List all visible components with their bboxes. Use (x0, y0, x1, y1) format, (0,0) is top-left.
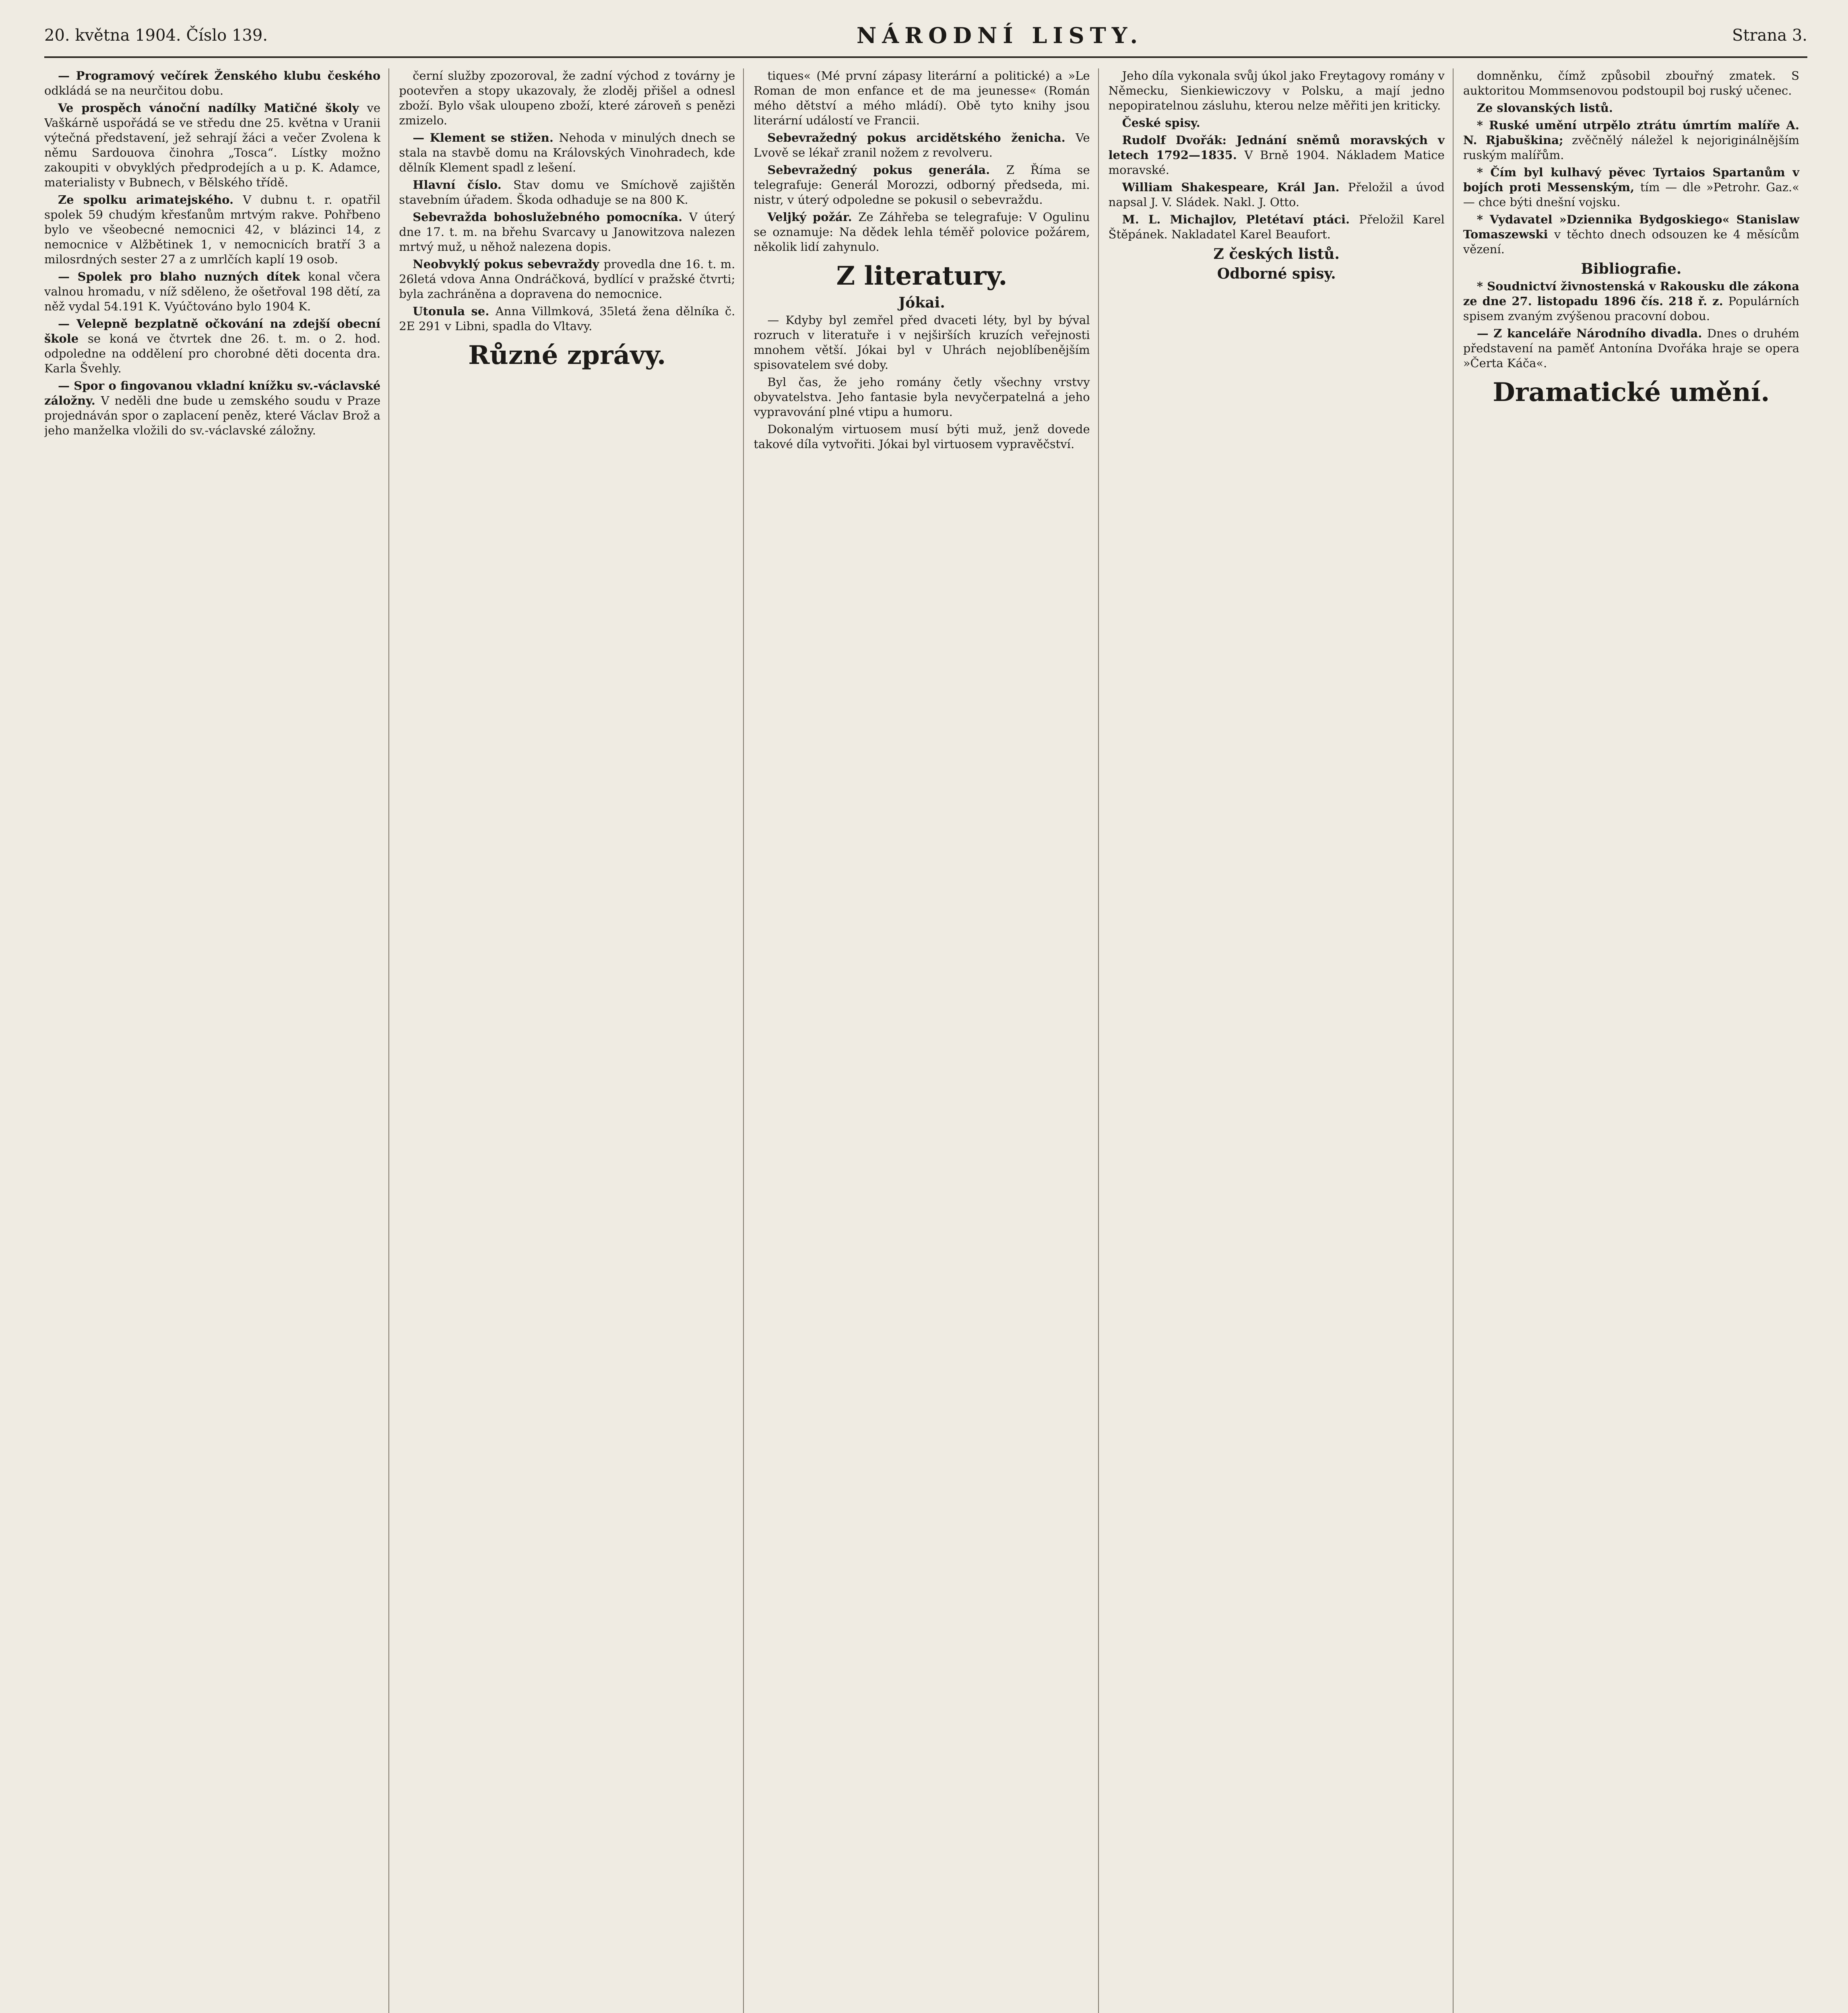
article-paragraph (1463, 101, 1799, 116)
section-title-literatura: Z literatury. (836, 261, 1008, 291)
article-body: ve Vaškárně uspořádá se ve středu dne 25. května v Uranii výtečná představení, jež sehrají žáci a večer Zvolena k němu Sardouova činohra „Tosca“. Lístky možno zakoupiti v obvyklých předprodejích a u p. K. Adamce, materialisty v Bubnech, v Bělského třídě. (44, 101, 381, 189)
article-title: — Velepně bezplatně očkování na zdejší obecní škole (44, 317, 381, 345)
article-body: V dubnu t. r. opatřil spolek 59 chudým křesťanům mrtvým rakve. Pohřbeno bylo ve všeobecné nemocnici 42, v blázinci 14, z nemocnice v Alžbětinek 1, v nemocnicích bratří 3 a milosrdných sester 27 a z umrlčích kaplí 19 osob. (44, 193, 381, 266)
article-title: České spisy. (1122, 116, 1200, 130)
article-body: V úterý dne 17. t. m. na břehu Svarcavy u Janowitzova nalezen mrtvý muž, u něhož nalezena dopis. (399, 210, 735, 254)
article-body: V Brně 1904. Nákladem Matice moravské. (1108, 148, 1445, 177)
subsection-odborne: Odborné spisy. (1217, 265, 1336, 282)
article-list (1463, 279, 1799, 371)
page-number: Strana 3. (1732, 26, 1807, 45)
article-paragraph (44, 192, 380, 267)
article-paragraph (1463, 212, 1799, 257)
article-title: Utonula se. (413, 304, 496, 318)
article-body: Populárních spisem zvaným zvýšenou pracovní dobou. (1463, 294, 1800, 323)
article-list (1463, 68, 1799, 257)
article-body: Byl čas, že jeho romány četly všechny vrstvy obyvatelstva. Jeho fantasie byla nevyčerpatelná a jeho vypravování plné vtipu a humoru. (754, 375, 1090, 419)
article-body: tiques« (Mé první zápasy literární a politické) a »Le Roman de mon enfance et de ma jeunesse« (Román mého dětství a mého mládí). Obě tyto knihy jsou literární událostí ve Francii. (754, 69, 1090, 127)
article-title: Ve prospěch vánoční nadílky Matičné školy (58, 101, 367, 115)
article-title: M. L. Michajlov, Pletétaví ptáci. (1122, 213, 1359, 226)
article-body: provedla dne 16. t. m. 26letá vdova Anna Ondráčková, bydlící v pražské čtvrti; byla zachráněna a dopravena do nemocnice. (399, 257, 735, 301)
header-rule (44, 56, 1807, 58)
article-paragraph (754, 210, 1090, 254)
article-body: Dnes o druhém představení na paměť Antonína Dvořáka hraje se opera »Čerta Káča«. (1463, 327, 1800, 370)
article-title: — Programový večírek Ženského klubu českého (58, 69, 381, 83)
article-title: Hlavní číslo. (413, 178, 514, 192)
article-body: Anna Villmková, 35letá žena dělníka č. 2E 291 v Libni, spadla do Vltavy. (399, 304, 735, 333)
article-body: Stav domu ve Smíchově zajištěn stavebním úřadem. Škoda odhaduje se na 800 K. (399, 178, 735, 207)
article-body: tím — dle »Petrohr. Gaz.« — chce býti dnešní vojsku. (1463, 180, 1800, 209)
article-body: Z Říma se telegrafuje: Generál Morozzi, odborný předseda, mi. nistr, v úterý odpoledne se pokusil o sebevraždu. (754, 163, 1090, 207)
article-paragraph (1463, 118, 1799, 163)
article-body: černí služby zpozoroval, že zadní východ z továrny je pootevřen a stopy ukazovaly, že zloděj přišel a odnesl zboží. Bylo však uloupeno zboží, které zároveň s penězi zmizelo. (399, 69, 735, 127)
subsection-jokai: Jókai. (898, 294, 945, 311)
article-paragraph (399, 68, 735, 128)
text-columns (44, 68, 1807, 2013)
subsection-ceske-listy: Z českých listů. (1213, 246, 1340, 262)
column-2 (399, 68, 744, 2013)
article-body: Dokonalým virtuosem musí býti muž, jenž dovede takové díla vytvořiti. Jókai byl virtuosem vypravěčství. (754, 422, 1090, 451)
section-title-drama: Dramatické umění. (1493, 377, 1770, 407)
article-paragraph (399, 210, 735, 254)
article-list (399, 68, 735, 334)
article-body: Ze Záhřeba se telegrafuje: V Ogulinu se oznamuje: Na dědek lehla téměř polovice požárem, několik lidí zahynulo. (754, 210, 1090, 254)
subsection-bibliografie: Bibliografie. (1581, 260, 1682, 277)
article-body: Přeložil Karel Štěpánek. Nakladatel Karel Beaufort. (1108, 213, 1445, 241)
article-paragraph (399, 130, 735, 175)
article-paragraph (44, 378, 380, 438)
article-list (754, 68, 1090, 254)
article-body: se koná ve čtvrtek dne 26. t. m. o 2. hod. odpoledne na oddělení pro chorobné děti docenta dra. Karla Švehly. (44, 332, 381, 375)
article-body: Přeložil a úvod napsal J. V. Sládek. Nakl. J. Otto. (1108, 180, 1445, 209)
article-body: konal včera valnou hromadu, v níž sděleno, že ošetřoval 198 dětí, za něž vydal 54.191 K. Vyúčtováno bylo 1904 K. (44, 270, 381, 313)
article-paragraph (754, 68, 1090, 128)
article-title: Ze spolku arimatejského. (58, 193, 243, 207)
column-3 (754, 68, 1098, 2013)
article-body: — Kdyby byl zemřel před dvaceti léty, byl by býval rozruch v literatuře i v nejširších kruzích veřejnosti mnohem větší. Jókai byl v Uhrách nejoblíbenějším spisovatelem své doby. (754, 313, 1090, 372)
article-paragraph (1109, 116, 1445, 130)
article-paragraph (44, 68, 380, 98)
article-title: Sebevražedný pokus arcidětského ženicha. (767, 131, 1076, 145)
article-body: domněnku, čímž způsobil zbouřný zmatek. S auktoritou Mommsenovou podstoupil boj ruský učenec. (1463, 69, 1800, 97)
masthead: NÁRODNÍ LISTY. (856, 22, 1144, 48)
article-title: * Vydavatel »Dziennika Bydgoskiego« Stanislaw Tomaszewski (1463, 213, 1800, 241)
article-title: William Shakespeare, Král Jan. (1122, 180, 1348, 194)
article-paragraph (399, 257, 735, 302)
article-title: — Z kanceláře Národního divadla. (1476, 327, 1707, 340)
article-title: Sebevražda bohoslužebného pomocníka. (413, 210, 689, 224)
column-4 (1109, 68, 1454, 2013)
article-paragraph (1109, 212, 1445, 242)
article-body: Ve Lvově se lékař zranil nožem z revolveru. (754, 131, 1090, 159)
section-title-ruzne: Různé zprávy. (468, 340, 666, 370)
article-paragraph (1109, 133, 1445, 178)
article-title: Rudolf Dvořák: Jednání sněmů moravských v letech 1792—1835. (1108, 133, 1445, 162)
article-paragraph (754, 163, 1090, 207)
article-title: Sebevražedný pokus generála. (767, 163, 1006, 177)
article-title: Veljký požár. (767, 210, 859, 224)
column-5 (1463, 68, 1807, 2013)
article-paragraph (399, 304, 735, 334)
page-header (44, 16, 1807, 54)
article-list (754, 313, 1090, 452)
article-paragraph (754, 422, 1090, 452)
article-list (1109, 68, 1445, 242)
article-title: * Čím byl kulhavý pěvec Tyrtaios Spartanům v bojích proti Messenským, (1463, 165, 1800, 194)
article-list (44, 68, 380, 438)
article-paragraph (754, 375, 1090, 420)
article-title: * Ruské umění utrpělo ztrátu úmrtím malíře A. N. Rjabuškina; (1463, 118, 1800, 147)
article-title: * Soudnictví živnostenská v Rakousku dle zákona ze dne 27. listopadu 1896 čís. 218 ř. z. (1463, 279, 1800, 308)
article-body: Jeho díla vykonala svůj úkol jako Freytagovy romány v Německu, Sienkiewiczovy v Polsku, a mají jedno nepopiratelnou zásluhu, kterou nelze měřiti jen kriticky. (1108, 69, 1445, 112)
article-body: v těchto dnech odsouzen ke 4 měsícům vězení. (1463, 227, 1799, 256)
article-body: Nehoda v minulých dnech se stala na stavbě domu na Královských Vinohradech, kde dělník Klement spadl z lešení. (399, 131, 735, 174)
article-body: V neděli dne bude u zemského soudu v Praze projednáván spor o zaplacení peněz, které Václav Brož a jeho manželka vložili do sv.-václavské záložny. (44, 394, 381, 437)
article-title: — Spor o fingovanou vkladní knížku sv.-václavské záložny. (44, 379, 381, 407)
article-body: zvěčnělý náležel k nejoriginálnějším ruským malířům. (1463, 133, 1800, 162)
article-paragraph (44, 316, 380, 376)
article-body: odkládá se na neurčitou dobu. (44, 84, 224, 97)
article-title: Neobvyklý pokus sebevraždy (413, 257, 604, 271)
article-paragraph (1463, 279, 1799, 324)
date-issue: 20. května 1904. Číslo 139. (44, 26, 268, 45)
article-title: Ze slovanských listů. (1476, 101, 1613, 115)
article-paragraph (1463, 68, 1799, 98)
article-paragraph (1463, 165, 1799, 210)
article-title: — Spolek pro blaho nuzných dítek (58, 270, 308, 283)
article-paragraph (1463, 326, 1799, 371)
column-1 (44, 68, 389, 2013)
article-paragraph (44, 269, 380, 314)
article-paragraph (1109, 68, 1445, 113)
article-paragraph (754, 313, 1090, 372)
article-paragraph (754, 130, 1090, 160)
article-paragraph (1109, 180, 1445, 210)
article-paragraph (44, 101, 380, 190)
article-paragraph (399, 178, 735, 207)
article-title: — Klement se stižen. (413, 131, 559, 145)
